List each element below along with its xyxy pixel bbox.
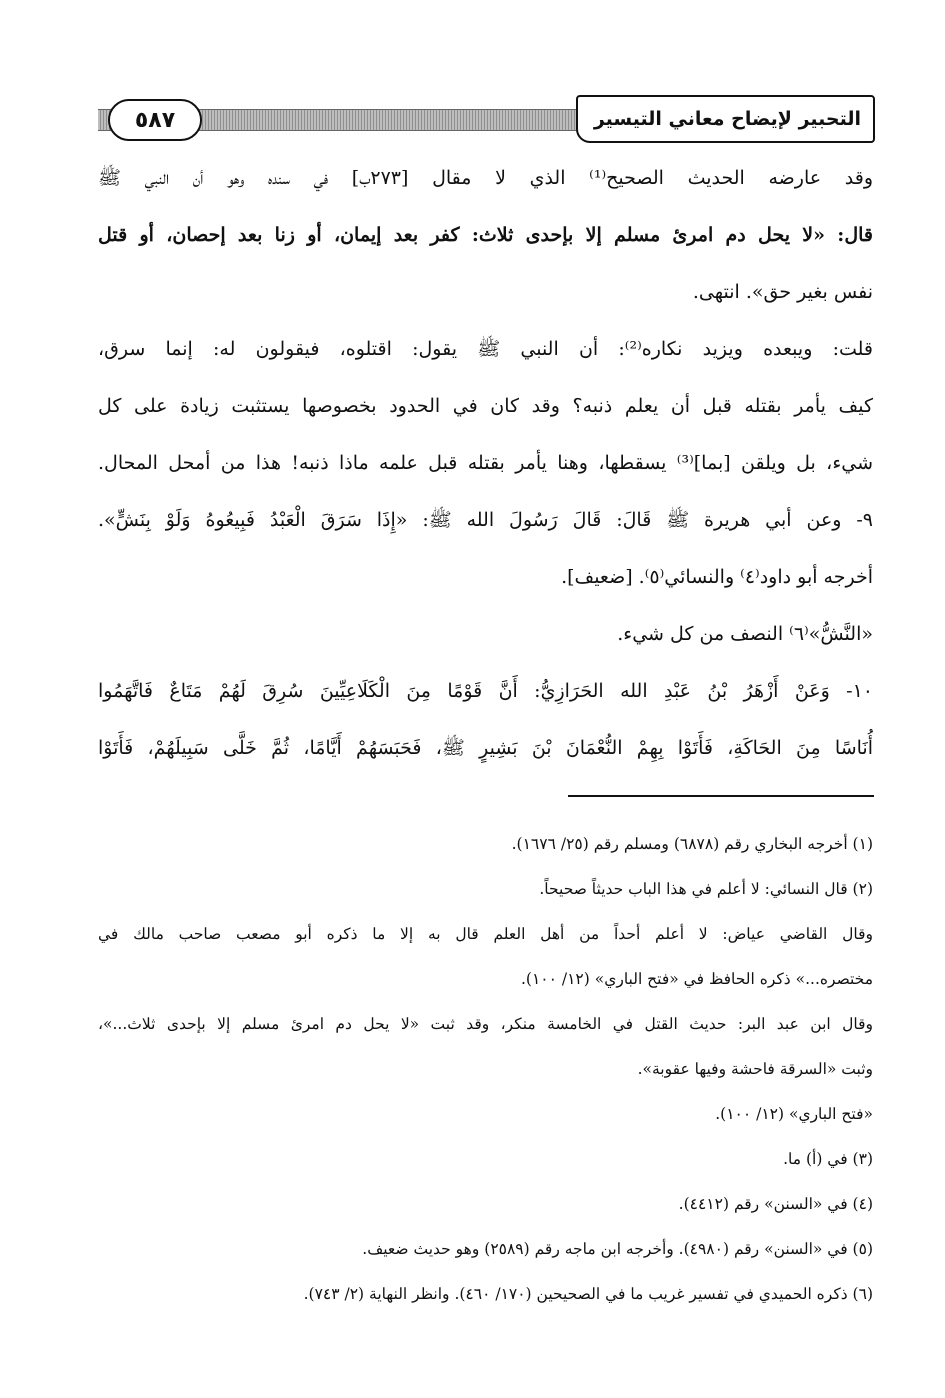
body-line: شيء، بل ويلقن [بما]⁽³⁾ يسقطها، وهنا يأمر بقتله قبل علمه ماذا ذنبه! هذا من أمحل المحال. [98, 452, 873, 474]
footnote: «فتح الباري» (١٢/ ١٠٠). [715, 1105, 873, 1123]
footnote-separator [568, 795, 874, 797]
footnote: (٦) ذكره الحميدي في تفسير غريب ما في الصحيحين (١٧٠/ ٤٦٠). وانظر النهاية (٢/ ٧٤٣). [303, 1285, 873, 1303]
hadith-9-source: أخرجه أبو داود⁽٤⁾ والنسائي⁽٥⁾. [ضعيف]. [561, 566, 873, 588]
footnote: وثبت «السرقة فاحشة وفيها عقوبة». [637, 1060, 873, 1078]
footnote: مختصره...» ذكره الحافظ في «فتح الباري» (١٢/ ١٠٠). [520, 970, 873, 988]
body-line: قال: «لا يحل دم امرئ مسلم إلا بإحدى ثلاث: كفر بعد إيمان، أو زنا بعد إحصان، أو قتل [98, 224, 873, 246]
body-line: كيف يأمر بقتله قبل أن يعلم ذنبه؟ وقد كان في الحدود بخصوصها يستثبت زيادة على كل [98, 395, 873, 417]
footnote: (٤) في «السنن» رقم (٤٤١٢). [678, 1195, 873, 1213]
word-gloss: «النَّشُّ»⁽٦⁾ النصف من كل شيء. [617, 623, 873, 645]
footnote: (٣) في (أ) ما. [783, 1150, 873, 1168]
body-line: وقد عارضه الحديث الصحيح⁽¹⁾ الذي لا مقال [٢٧٣ب] في سنده وهو أن النبي ﷺ [98, 167, 873, 189]
footnote: وقال القاضي عياض: لا أعلم أحداً من أهل العلم قال به إلا ما ذكره أبو مصعب صاحب مالك في [98, 925, 873, 943]
body-line: قلت: ويبعده ويزيد نكاره⁽²⁾: أن النبي ﷺ يقول: اقتلوه، فيقولون له: إنما سرق، [98, 338, 873, 360]
footnote: (٥) في «السنن» رقم (٤٩٨٠). وأخرجه ابن ماجه رقم (٢٥٨٩) وهو حديث ضعيف. [362, 1240, 873, 1258]
hadith-10-continued: أُنَاسًا مِنَ الحَاكَةِ، فَأَتَوْا بِهِمْ النُّعْمَانَ بْنَ بَشِيرٍ ﷺ، فَحَبَسَهُمْ أَيَّامًا، ثُمَّ خَلَّى سَبِيلَهُمْ، فَأَتَوْا [98, 737, 873, 759]
hadith-9: ٩- وعن أبي هريرة ﷺ قَالَ: قَالَ رَسُولَ الله ﷺ: «إِذَا سَرَقَ الْعَبْدُ فَبِيعُوهُ وَلَوْ بِنَشٍّ». [98, 509, 873, 531]
footnotes [98, 822, 873, 1317]
body-line: نفس بغير حق». انتهى. [692, 281, 873, 303]
footnote: وقال ابن عبد البر: حديث القتل في الخامسة منكر، وقد ثبت «لا يحل دم امرئ مسلم إلا بإحدى ثلاث...»، [98, 1015, 873, 1033]
main-text [98, 150, 873, 777]
page-header [98, 95, 873, 147]
footnote: (٢) قال النسائي: لا أعلم في هذا الباب حديثاً صحيحاً. [539, 880, 873, 898]
running-title: التحبير لإيضاح معاني التيسير [576, 95, 875, 143]
page-number: ٥٨٧ [108, 99, 202, 141]
hadith-10: ١٠- وَعَنْ أَزْهَرُ بْنُ عَبْدِ الله الحَرَازِيُّ: أَنَّ قَوْمًا مِنَ الْكَلَاعِيِّينَ سُرِقَ لَهُمْ مَتَاعٌ فَاتَّهَمُوا [98, 680, 873, 702]
footnote: (١) أخرجه البخاري رقم (٦٨٧٨) ومسلم رقم (٢٥/ ١٦٧٦). [511, 835, 873, 853]
